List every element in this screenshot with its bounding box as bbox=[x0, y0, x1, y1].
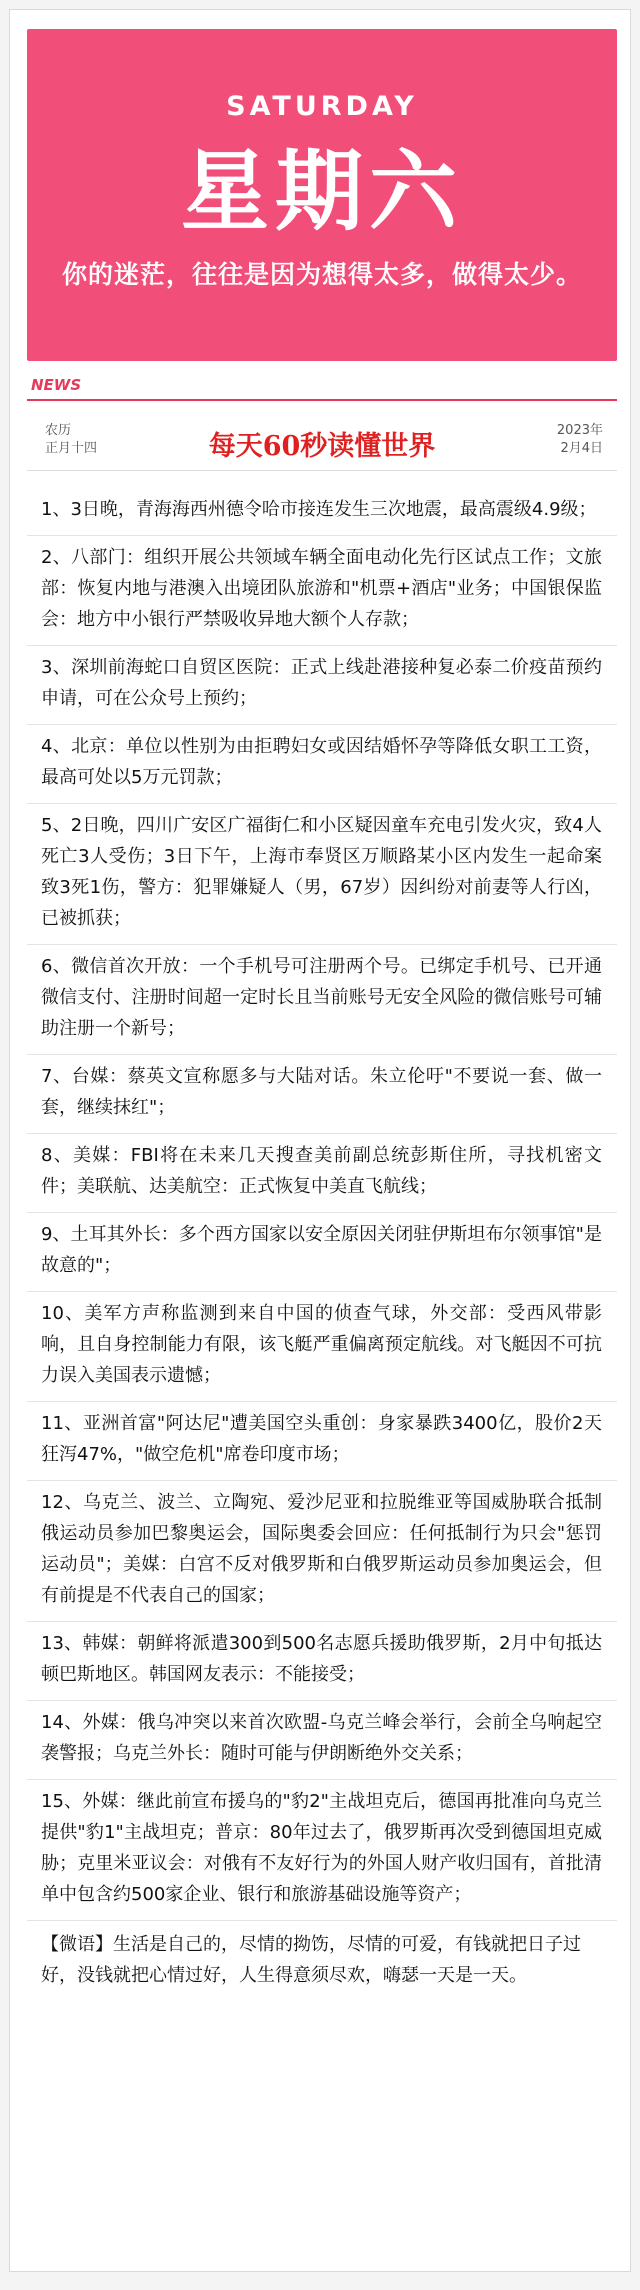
news-item: 10、美军方声称监测到来自中国的侦查气球，外交部：受西风带影响，且自身控制能力有限，该飞艇严重偏离预定航线。对飞艇因不可抗力误入美国表示遗憾； bbox=[27, 1292, 617, 1402]
news-item: 6、微信首次开放：一个手机号可注册两个号。已绑定手机号、已开通微信支付、注册时间超一定时长且当前账号无安全风险的微信账号可辅助注册一个新号； bbox=[27, 945, 617, 1055]
news-tag: NEWS bbox=[31, 376, 82, 394]
news-item: 8、美媒：FBI将在未来几天搜查美前副总统彭斯住所，寻找机密文件；美联航、达美航空：正式恢复中美直飞航线； bbox=[27, 1134, 617, 1213]
news-item: 11、亚洲首富"阿达尼"遭美国空头重创：身家暴跌3400亿，股价2天狂泻47%，"做空危机"席卷印度市场； bbox=[27, 1402, 617, 1481]
lunar-day: 正月十四 bbox=[45, 441, 98, 456]
motto: 你的迷茫，往往是因为想得太多，做得太少。 bbox=[61, 260, 582, 289]
news-item: 4、北京：单位以性别为由拒聘妇女或因结婚怀孕等降低女职工工资，最高可处以5万元罚款； bbox=[27, 725, 617, 804]
news-item: 9、土耳其外长：多个西方国家以安全原因关闭驻伊斯坦布尔领事馆"是故意的"； bbox=[27, 1213, 617, 1292]
news-item: 14、外媒：俄乌冲突以来首次欧盟-乌克兰峰会举行，会前全乌响起空袭警报；乌克兰外长：随时可能与伊朗断绝外交关系； bbox=[27, 1701, 617, 1780]
news-item: 3、深圳前海蛇口自贸区医院：正式上线赴港接种复必泰二价疫苗预约申请，可在公众号上预约； bbox=[27, 646, 617, 725]
news-item: 2、八部门：组织开展公共领域车辆全面电动化先行区试点工作；文旅部：恢复内地与港澳入出境团队旅游和"机票+酒店"业务；中国银保监会：地方中小银行严禁吸收异地大额个人存款； bbox=[27, 536, 617, 646]
news-page bbox=[9, 9, 631, 2272]
news-list bbox=[27, 482, 617, 1999]
headline: 每天60秒读懂世界 bbox=[208, 431, 436, 462]
solar-day: 2月4日 bbox=[560, 441, 603, 456]
news-item: 7、台媒：蔡英文宣称愿多与大陆对话。朱立伦吁"不要说一套、做一套，继续抹红"； bbox=[27, 1055, 617, 1134]
news-item: 5、2日晚，四川广安区广福街仁和小区疑因童车充电引发火灾，致4人死亡3人受伤；3日下午，上海市奉贤区万顺路某小区内发生一起命案致3死1伤，警方：犯罪嫌疑人（男，67岁）因纠纷对前妻等人行凶，已被抓获； bbox=[27, 804, 617, 945]
day-banner bbox=[27, 29, 617, 361]
news-item: 12、乌克兰、波兰、立陶宛、爱沙尼亚和拉脱维亚等国威胁联合抵制俄运动员参加巴黎奥运会，国际奥委会回应：任何抵制行为只会"惩罚运动员"；美媒：白宫不反对俄罗斯和白俄罗斯运动员参加奥运会，但有前提是不代表自己的国家； bbox=[27, 1481, 617, 1622]
day-chinese: 星期六 bbox=[180, 139, 463, 243]
solar-year: 2023年 bbox=[556, 423, 603, 438]
daily-quote: 【微语】生活是自己的，尽情的拗饬，尽情的可爱，有钱就把日子过好，没钱就把心情过好，人生得意须尽欢，嗨瑟一天是一天。 bbox=[41, 1934, 581, 1986]
day-english: SATURDAY bbox=[226, 91, 418, 122]
news-item: 13、韩媒：朝鲜将派遣300到500名志愿兵援助俄罗斯，2月中旬抵达顿巴斯地区。韩国网友表示：不能接受； bbox=[27, 1622, 617, 1701]
date-bar bbox=[27, 408, 617, 471]
divider bbox=[27, 399, 617, 401]
news-item: 15、外媒：继此前宣布援乌的"豹2"主战坦克后，德国再批准向乌克兰提供"豹1"主战坦克；普京：80年过去了，俄罗斯再次受到德国坦克威胁；克里米亚议会：对俄有不友好行为的外国人财产收归国有，首批清单中包含约500家企业、银行和旅游基础设施等资产； bbox=[27, 1780, 617, 1921]
solar-date bbox=[523, 422, 603, 458]
lunar-label: 农历 bbox=[45, 423, 72, 438]
news-item: 1、3日晚，青海海西州德令哈市接连发生三次地震，最高震级4.9级； bbox=[27, 482, 617, 536]
